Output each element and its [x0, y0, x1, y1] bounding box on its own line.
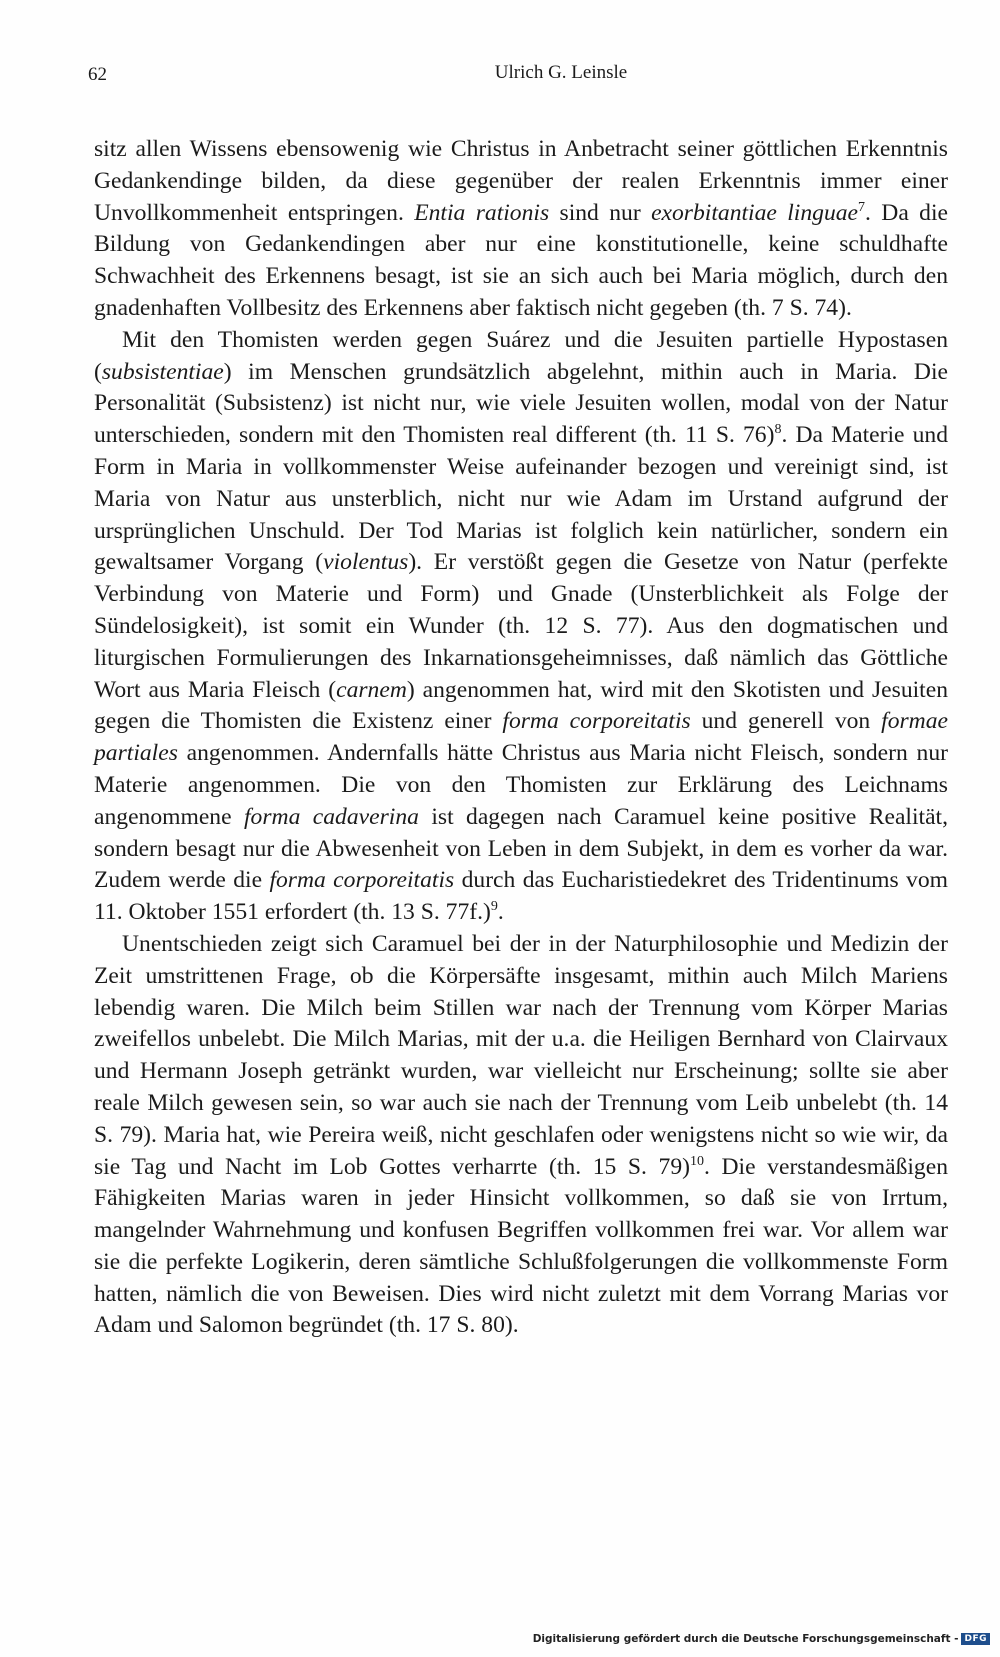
latin-term: formae partiales: [94, 708, 948, 767]
text-run: sind nur: [549, 199, 652, 226]
text-run: ) angenommen hat, wird mit den Skotisten und Jesuiten gegen die Thomisten die Existenz einer: [94, 676, 948, 735]
text-run: angenommen. Andernfalls hätte Christus aus Maria nicht Fleisch, sondern nur Materie angenommen. Die von den Thomisten zur Erklärung des Leichnams angenommene: [94, 740, 948, 830]
text-run: Unentschieden zeigt sich Caramuel bei der in der Naturphilosophie und Medizin der Zeit umstrittenen Frage, ob die Körpersäfte insgesamt, mithin auch Milch Mariens lebendig waren. Die Milch beim Stillen war nach der Trennung vom Körper Marias zweifellos unbelebt. Die Milch Marias, mit der u.a. die Heiligen Bernhard von Clairvaux und Hermann Joseph getränkt wurden, war vielleicht nur Erscheinung; sollte sie aber reale Milch gewesen sein, so war auch sie nach der Trennung vom Leib unbelebt (th. 14 S. 79). Maria hat, wie Pereira weiß, nicht geschlafen oder wenigstens nicht so wie wir, da sie Tag und Nacht im Lob Gottes verharrte (th. 15 S. 79): [94, 930, 948, 1180]
latin-term: forma corporeitatis: [269, 867, 455, 894]
latin-term: subsistentiae: [101, 358, 224, 385]
text-run: und generell von: [690, 708, 882, 735]
running-head: Ulrich G. Leinsle: [494, 62, 628, 83]
latin-term: Entia rationis: [414, 199, 550, 226]
page-header: [86, 62, 948, 92]
footnote-marker: 8: [774, 422, 782, 438]
body-text: [94, 134, 948, 1342]
footnote-marker: 10: [690, 1153, 704, 1169]
digitization-footer: [533, 1633, 990, 1645]
text-run: ). Er verstößt gegen die Gesetze von Natur (perfekte Verbindung von Materie und Form) und Gnade (Unsterblichkeit als Folge der Sündelosigkeit), ist somit ein Wunder (th. 12 S. 77). Aus den dogmatischen und liturgischen Formulierungen des Inkarnationsgeheimnisses, daß nämlich das Göttliche Wort aus Maria Fleisch (: [94, 549, 948, 703]
text-run: . Da Materie und Form in Maria in vollkommenster Weise aufeinander bezogen und vereinigt sind, ist Maria von Natur aus unsterblich, nicht nur wie Adam im Urstand aufgrund der ursprünglichen Unschuld. Der Tod Marias ist folglich kein natürlicher, sondern ein gewaltsamer Vorgang (: [94, 422, 949, 576]
footnote-marker: 7: [858, 199, 866, 215]
text-run: sitz allen Wissens ebensowenig wie Christus in Anbetracht seiner göttlichen Erkenntnis Gedankendinge bilden, da diese gegenüber der realen Erkenntnis immer einer Unvollkommenheit entspringen.: [94, 136, 948, 226]
text-run: .: [497, 899, 504, 926]
paragraph: [94, 134, 948, 325]
paragraph: [94, 325, 948, 929]
text-run: Mit den Thomisten werden gegen Suárez und die Jesuiten partielle Hypostasen (: [94, 326, 948, 385]
page-number: 62: [88, 64, 107, 85]
funding-note: Digitalisierung gefördert durch die Deutsche Forschungsgemeinschaft -: [532, 1633, 959, 1645]
text-run: ) im Menschen grundsätzlich abgelehnt, mithin auch in Maria. Die Personalität (Subsistenz) ist nicht nur, wie viele Jesuiten wollen, modal von der Natur unterschieden, sondern mit den Thomisten real different (th. 11 S. 76): [94, 358, 948, 449]
latin-term: carnem: [336, 676, 407, 703]
footnote-marker: 9: [490, 899, 498, 915]
latin-term: violentus: [323, 549, 409, 576]
paragraph: [94, 929, 948, 1342]
text-run: ist dagegen nach Caramuel keine positive Realität, sondern besagt nur die Abwesenheit von Leben in dem Subjekt, in dem es vorher da war. Zudem werde die: [94, 803, 949, 894]
latin-term: forma cadaverina: [244, 803, 419, 830]
text-run: . Da die Bildung von Gedankendingen aber nur eine konstitutionelle, keine schuldhafte Schwachheit des Erkennens besagt, ist sie an sich auch bei Maria möglich, durch den gnadenhaften Vollbesitz des Erkennens aber faktisch nicht gegeben (th. 7 S. 74).: [94, 199, 949, 321]
text-run: . Die verstandesmäßigen Fähigkeiten Marias waren in jeder Hinsicht vollkommen, so daß sie von Irrtum, mangelnder Wahrnehmung und konfusen Begriffen vollkommen frei war. Vor allem war sie die perfekte Logikerin, deren sämtliche Schlußfolgerungen die vollkommenste Form hatten, nämlich die von Beweisen. Dies wird nicht zuletzt mit dem Vorrang Marias vor Adam und Salomon begründet (th. 17 S. 80).: [94, 1153, 948, 1339]
latin-term: exorbitantiae linguae: [651, 199, 859, 226]
dfg-logo: DFG: [961, 1633, 990, 1645]
text-run: durch das Eucharistiedekret des Tridentinums vom 11. Oktober 1551 erfordert (th. 13 S. 77f.): [94, 867, 949, 926]
latin-term: forma corporeitatis: [502, 708, 691, 735]
